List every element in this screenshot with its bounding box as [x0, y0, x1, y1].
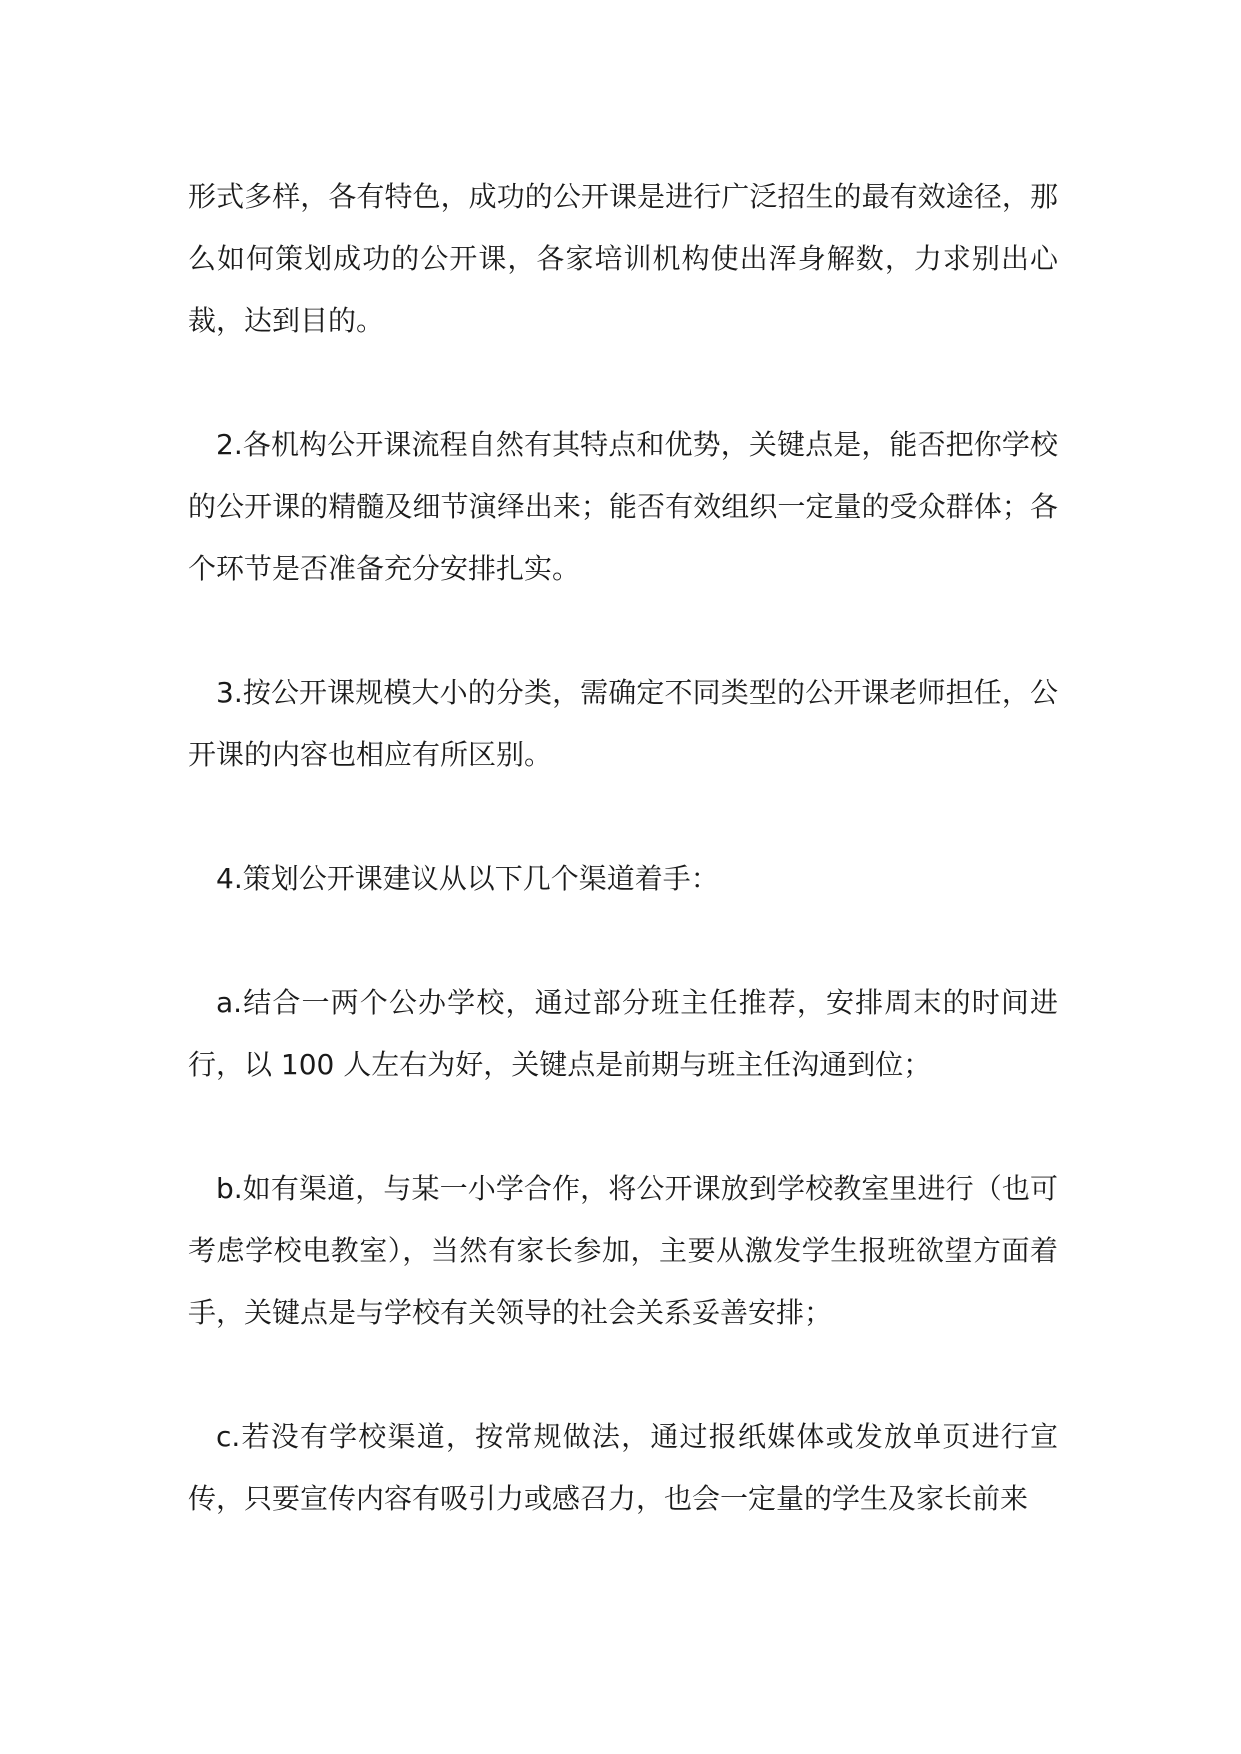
paragraph-intro: 形式多样，各有特色，成功的公开课是进行广泛招生的最有效途径，那么如何策划成功的公开课，各家培训机构使出浑身解数，力求别出心裁，达到目的。	[188, 180, 1058, 337]
paragraph-item-b: b.如有渠道，与某一小学合作，将公开课放到学校教室里进行（也可考虑学校电教室），当然有家长参加，主要从激发学生报班欲望方面着手，关键点是与学校有关领导的社会关系妥善安排；	[188, 1172, 1058, 1329]
paragraph-item-c: c.若没有学校渠道，按常规做法，通过报纸媒体或发放单页进行宣传，只要宣传内容有吸引力或感召力，也会一定量的学生及家长前来	[188, 1420, 1058, 1515]
document-body	[188, 166, 1058, 1592]
paragraph-point-3: 3.按公开课规模大小的分类，需确定不同类型的公开课老师担任，公开课的内容也相应有所区别。	[188, 676, 1058, 771]
paragraph-point-4: 4.策划公开课建议从以下几个渠道着手：	[216, 862, 719, 895]
paragraph-item-a: a.结合一两个公办学校，通过部分班主任推荐，安排周末的时间进行，以 100 人左右为好，关键点是前期与班主任沟通到位；	[188, 986, 1058, 1081]
paragraph-point-2: 2.各机构公开课流程自然有其特点和优势，关键点是，能否把你学校的公开课的精髓及细节演绎出来；能否有效组织一定量的受众群体；各个环节是否准备充分安排扎实。	[188, 428, 1058, 585]
